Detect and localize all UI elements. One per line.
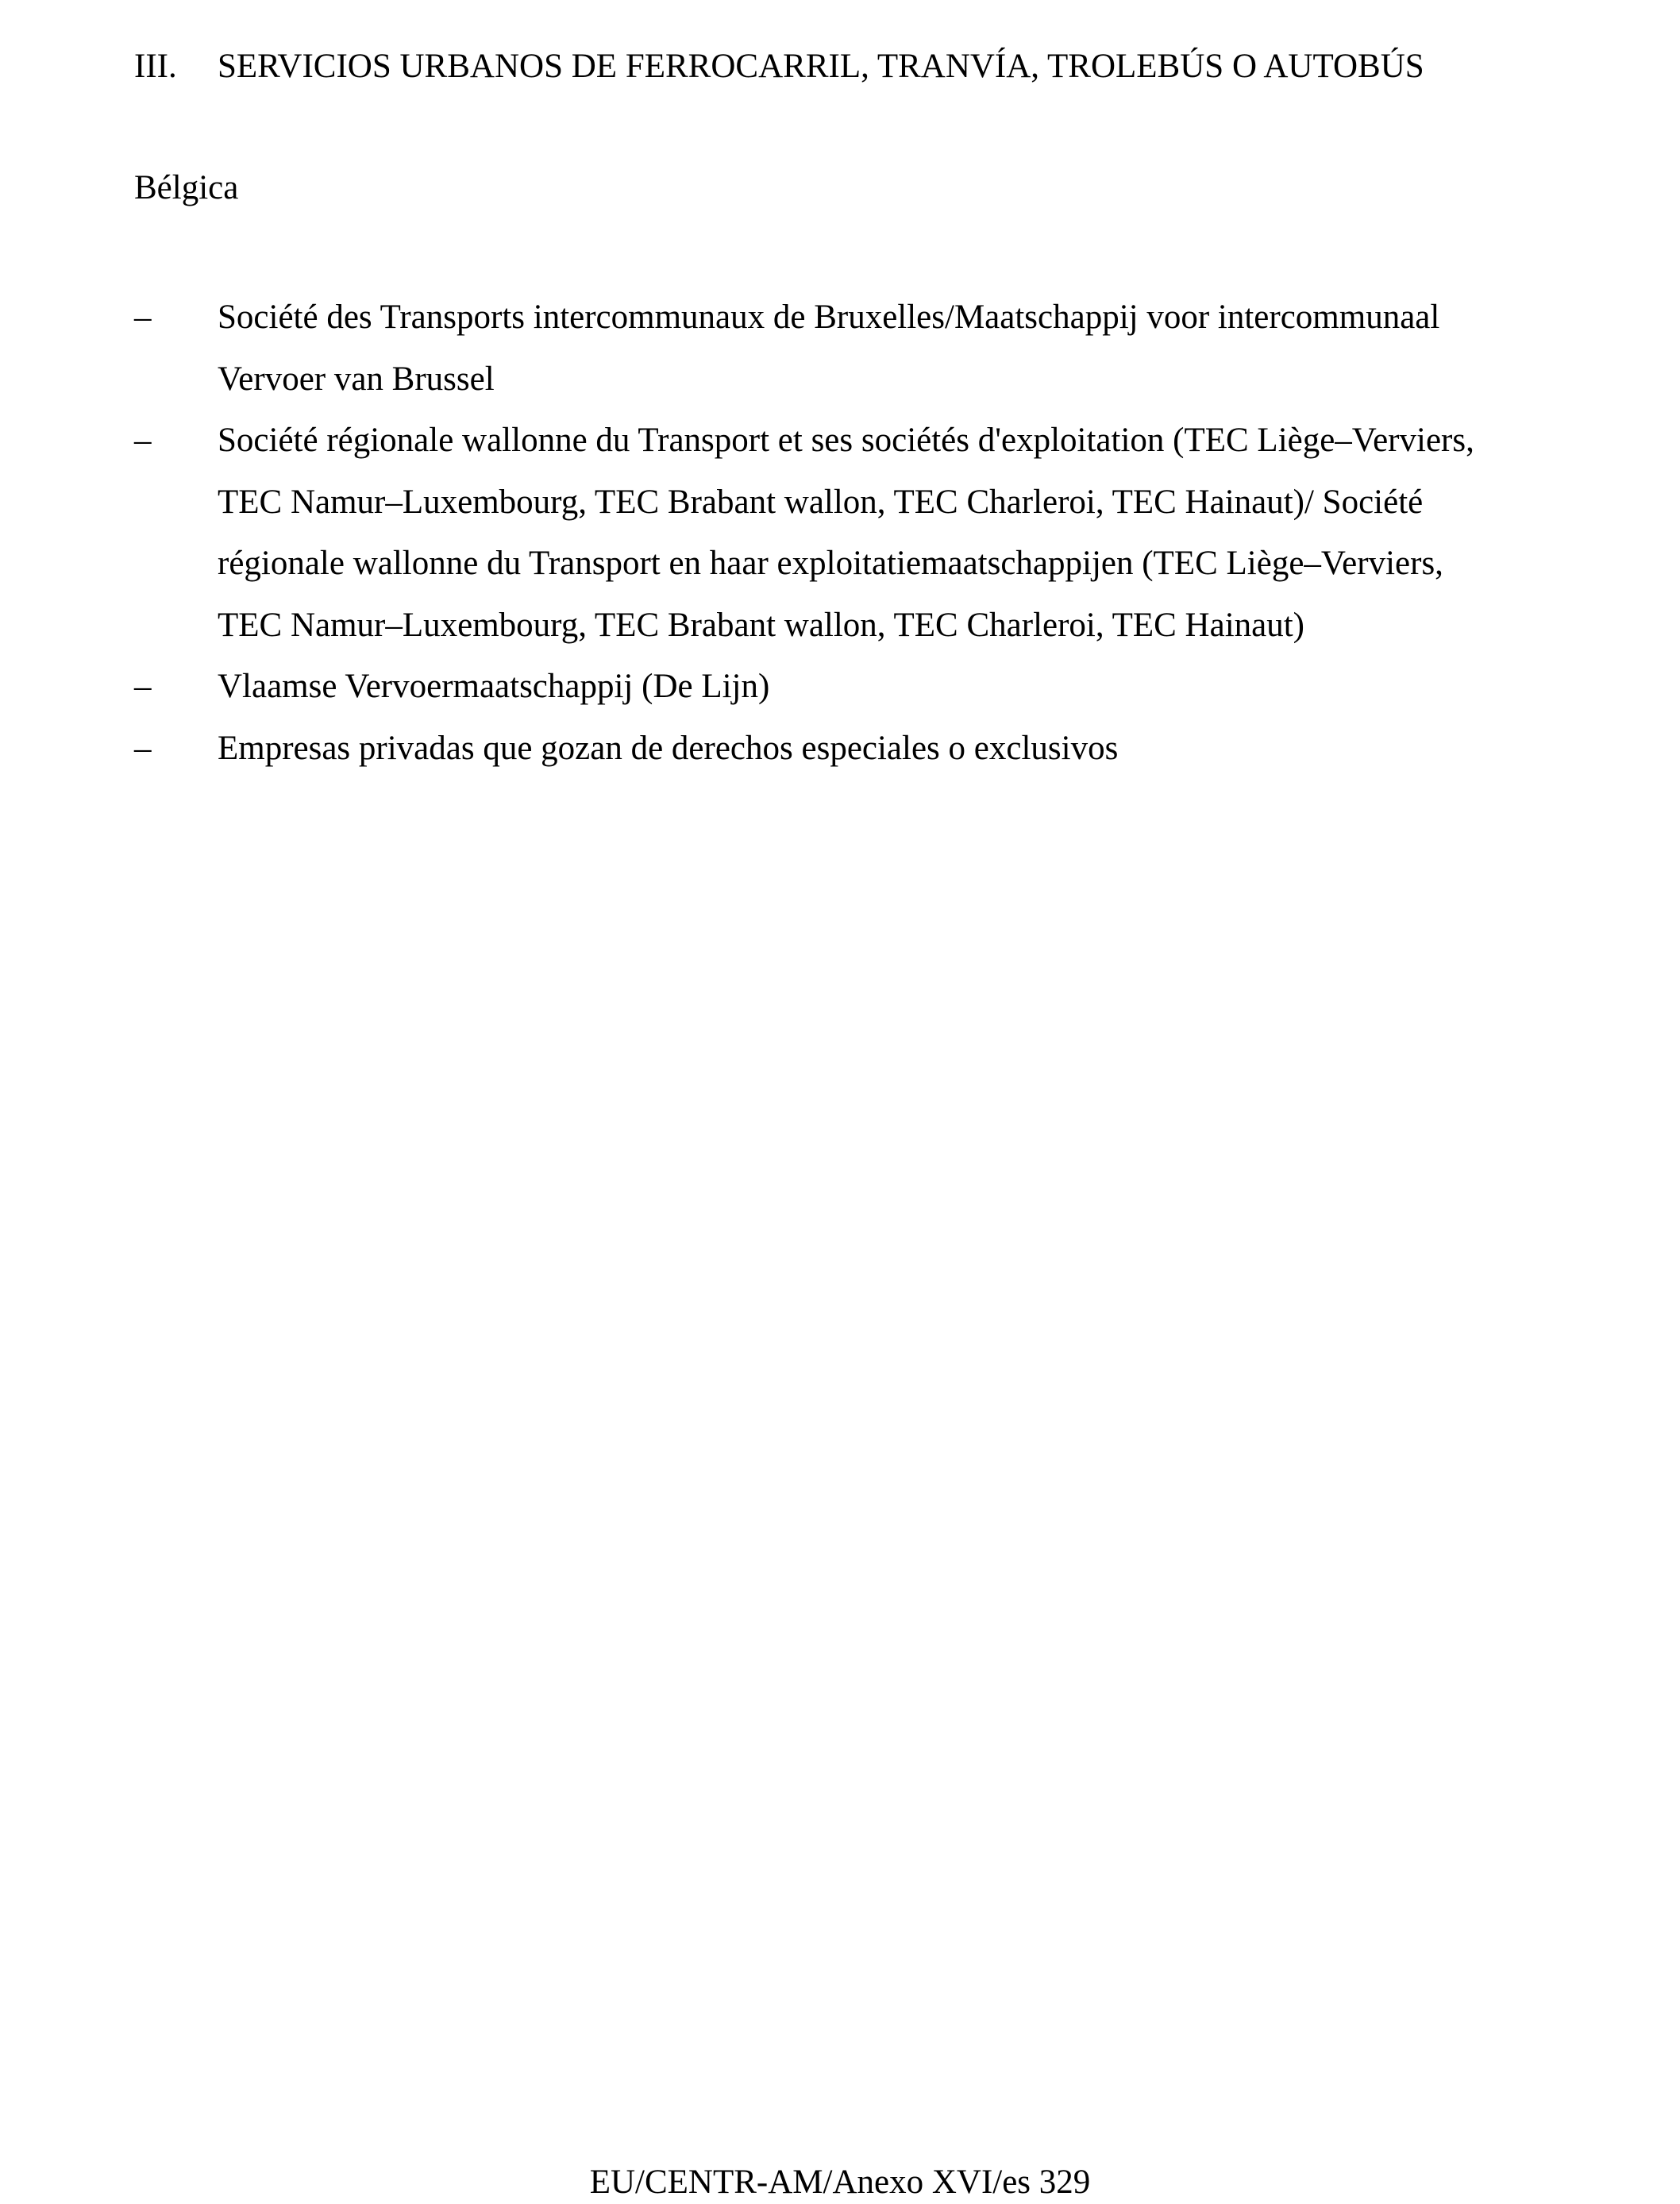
section-title: SERVICIOS URBANOS DE FERROCARRIL, TRANVÍA, TROLEBÚS O AUTOBÚS xyxy=(218,48,1424,85)
section-heading xyxy=(134,43,1424,91)
list-item xyxy=(134,656,1563,718)
bullet-dash: – xyxy=(134,729,152,767)
country-heading: Bélgica xyxy=(134,169,239,206)
list-item-line: Société des Transports intercommunaux de Bruxelles/Maatschappij voor intercommunaal xyxy=(218,299,1440,336)
list-item xyxy=(134,718,1563,780)
section-number: III. xyxy=(134,48,177,85)
list-item-line: Société régionale wallonne du Transport et ses sociétés d'exploitation (TEC Liège–Verviers, xyxy=(218,422,1474,459)
list-item-line: TEC Namur–Luxembourg, TEC Brabant wallon, TEC Charleroi, TEC Hainaut) xyxy=(218,606,1304,644)
bullet-dash: – xyxy=(134,422,152,459)
list-item xyxy=(134,287,1563,410)
list-item-line: Vervoer van Brussel xyxy=(218,360,495,398)
list-item-line: régionale wallonne du Transport en haar exploitatiemaatschappijen (TEC Liège–Verviers, xyxy=(218,545,1443,582)
list-item-line: Vlaamse Vervoermaatschappij (De Lijn) xyxy=(218,668,770,705)
list-item-line: TEC Namur–Luxembourg, TEC Brabant wallon, TEC Charleroi, TEC Hainaut)/ Société xyxy=(218,483,1424,521)
list-item xyxy=(134,410,1563,656)
bullet-dash: – xyxy=(134,299,152,336)
bullet-dash: – xyxy=(134,668,152,705)
page-footer: EU/CENTR-AM/Anexo XVI/es 329 xyxy=(589,2164,1091,2201)
entity-list xyxy=(134,287,1563,779)
list-item-line: Empresas privadas que gozan de derechos especiales o exclusivos xyxy=(218,729,1119,767)
